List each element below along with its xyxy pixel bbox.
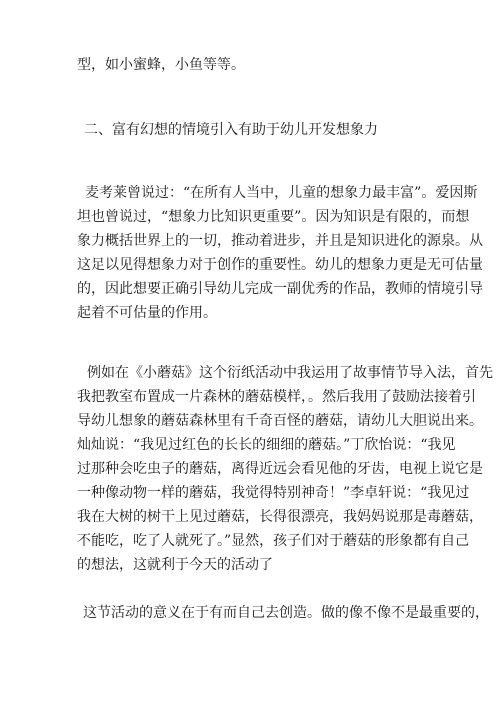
text-line: 例如在《小蘑菇》这个衍纸活动中我运用了故事情节导入法，首先: [87, 365, 493, 381]
heading-text: 二、富有幻想的情境引入有助于幼儿开发想象力: [84, 122, 378, 138]
text-line: 的，因此想要正确引导幼儿完成一副优秀的作品，教师的情境引导: [77, 281, 483, 297]
paragraph-imagination-quote: [0, 181, 500, 325]
text-line: 起着不可估量的作用。: [77, 305, 217, 321]
text-line: 象力概括世界上的一切，推动着进步，并且是知识进化的源泉。从: [77, 233, 483, 249]
section-heading: [0, 118, 500, 142]
text-line: 型，如小蜜蜂，小鱼等等。: [77, 57, 245, 73]
text-line: 的想法，这就利于今天的活动了: [77, 557, 273, 573]
text-line: 灿灿说：“我见过红色的长长的细细的蘑菇。”丁欣怡说：“我见: [77, 437, 456, 453]
text-line: 过那种会吃虫子的蘑菇，离得近远会看见他的牙齿，电视上说它是: [77, 461, 483, 477]
text-line: 导幼儿想象的蘑菇森林里有千奇百怪的蘑菇，请幼儿大胆说出来。: [77, 413, 483, 429]
text-line: 不能吃，吃了人就死了。”显然，孩子们对于蘑菇的形象都有自己: [77, 533, 470, 549]
paragraph-intro-tail: [0, 53, 500, 77]
text-line: 这节活动的意义在于有而自己去创造。做的像不像不是最重要的，: [83, 605, 489, 621]
text-line: 麦考莱曾说过：“在所有人当中，儿童的想象力最丰富”。爱因斯: [85, 185, 478, 201]
paragraph-activity-meaning: [0, 601, 500, 625]
text-line: 坦也曾说过，“想象力比知识更重要”。因为知识是有限的，而想: [77, 209, 470, 225]
text-line: 我在大树的树干上见过蘑菇，长得很漂亮，我妈妈说那是毒蘑菇，: [77, 509, 483, 525]
text-line: 这足以见得想象力对于创作的重要性。幼儿的想象力更是无可估量: [77, 257, 483, 273]
paragraph-mushroom-example: [0, 361, 500, 577]
text-line: 我把教室布置成一片森林的蘑菇模样，。然后我用了鼓励法接着引: [77, 389, 476, 405]
text-line: 一种像动物一样的蘑菇，我觉得特别神奇！”李卓轩说：“我见过: [77, 485, 470, 501]
